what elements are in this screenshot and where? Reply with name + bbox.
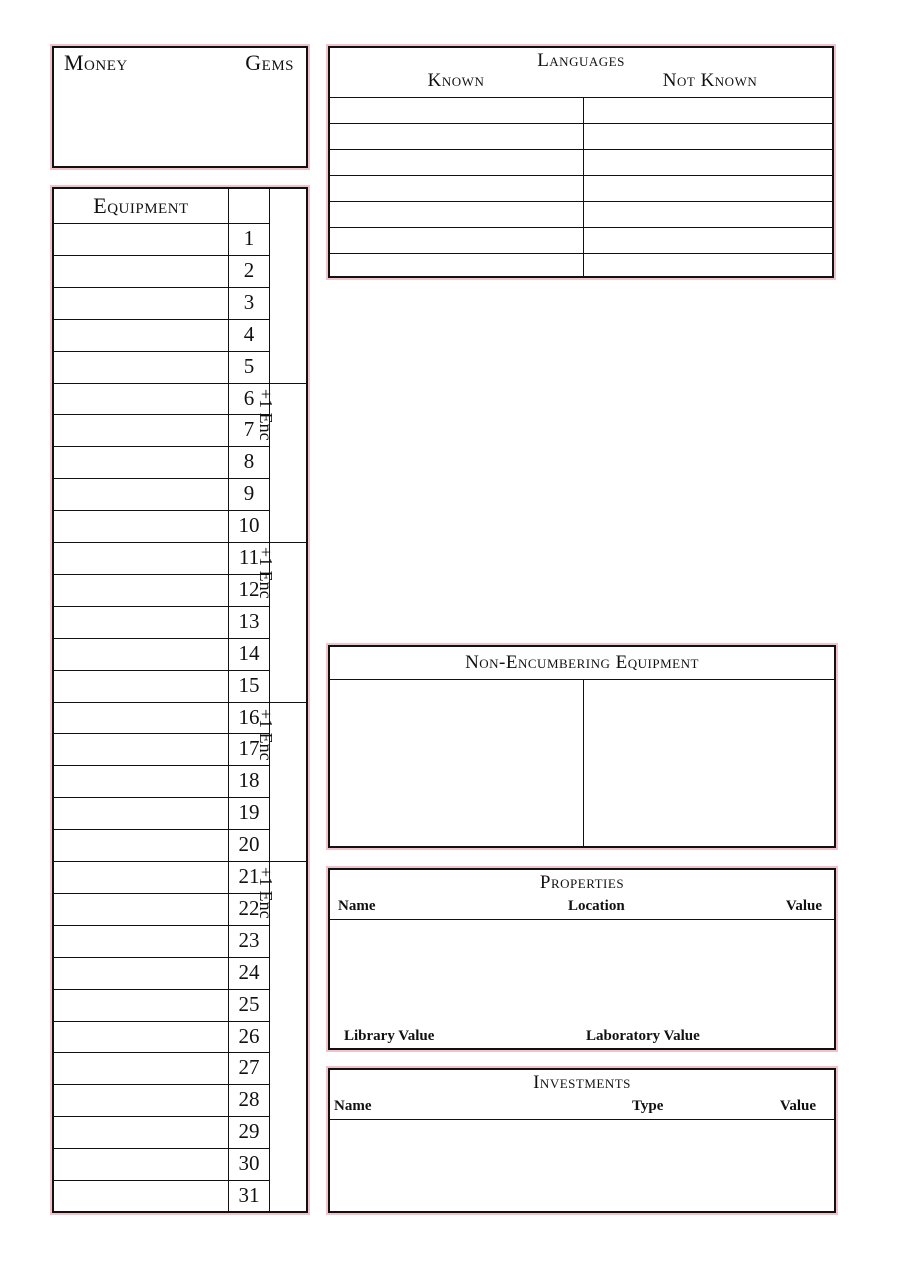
equipment-row-number: 3 (243, 289, 255, 314)
equipment-row-number: 26 (238, 1023, 260, 1048)
equipment-row-line (54, 478, 269, 479)
investments-name-label: Name (334, 1098, 372, 1114)
languages-column-divider (583, 97, 584, 276)
properties-location-label: Location (568, 898, 625, 914)
equipment-row-line (54, 1021, 269, 1022)
equipment-row-number: 4 (243, 321, 255, 346)
investments-title: Investments (533, 1072, 631, 1093)
equipment-row-line (54, 797, 269, 798)
equipment-row-line (54, 1180, 269, 1181)
investments-type-label: Type (632, 1098, 664, 1114)
equipment-row-line (54, 638, 269, 639)
equipment-row-line (54, 1148, 269, 1149)
equipment-row-line (54, 574, 269, 575)
language-row-line (330, 149, 832, 150)
enc-group-separator (269, 383, 306, 384)
equipment-row-line (54, 446, 269, 447)
equipment-row-number: 17 (238, 736, 260, 761)
language-row-line (330, 175, 832, 176)
equipment-row-number: 9 (243, 481, 255, 506)
equipment-row-line (54, 957, 269, 958)
equipment-box (52, 187, 308, 1213)
equipment-row-line (54, 765, 269, 766)
enc-group-separator (269, 861, 306, 862)
equipment-row-line (54, 733, 269, 734)
equipment-row-number: 8 (243, 449, 255, 474)
money-label: Money (64, 50, 128, 75)
equipment-row-number: 1 (243, 226, 255, 250)
equipment-row-line (54, 319, 269, 320)
laboratory-value-label: Laboratory Value (586, 1028, 700, 1044)
equipment-row-line (54, 1052, 269, 1053)
equipment-row-number: 5 (243, 353, 255, 378)
equipment-row-number: 16 (238, 704, 260, 729)
equipment-row-number: 12 (238, 576, 260, 601)
non-encumbering-column-divider (583, 679, 584, 846)
money-gems-box (52, 46, 308, 168)
equipment-row-line (54, 925, 269, 926)
equipment-row-line (54, 702, 269, 703)
equipment-row-line (54, 989, 269, 990)
enc-label-1: +1 Enc (256, 389, 276, 441)
language-row-line (330, 227, 832, 228)
languages-title: Languages (537, 50, 625, 71)
equipment-row-number: 19 (238, 800, 260, 825)
equipment-row-number: 21 (238, 864, 260, 888)
properties-value-label: Value (785, 898, 822, 914)
properties-header-line (330, 919, 834, 920)
equipment-row-number: 30 (238, 1151, 260, 1176)
language-row-line (330, 97, 832, 98)
language-row-line (330, 123, 832, 124)
equipment-row-line (54, 829, 269, 830)
equipment-row-line (54, 383, 269, 384)
enc-label-4: +1 Enc (256, 867, 276, 919)
equipment-row-line (54, 893, 269, 894)
equipment-row-number: 15 (238, 672, 260, 697)
enc-label-2: +1 Enc (256, 547, 276, 599)
equipment-row-number: 18 (238, 768, 260, 793)
equipment-row-number: 7 (243, 417, 255, 442)
investments-value-label: Value (779, 1098, 816, 1114)
equipment-row-line (54, 510, 269, 511)
investments-box (328, 1068, 836, 1213)
equipment-number-divider (269, 189, 270, 1211)
equipment-row-number: 10 (238, 513, 260, 538)
properties-box (328, 868, 836, 1050)
equipment-title: Equipment (93, 193, 189, 218)
enc-group-separator (269, 702, 306, 703)
known-label: Known (427, 70, 485, 91)
equipment-row-line (54, 414, 269, 415)
languages-box (328, 46, 834, 278)
equipment-row-line (54, 606, 269, 607)
equipment-row-number: 13 (238, 608, 260, 633)
equipment-row-line (54, 670, 269, 671)
enc-group-separator (269, 542, 306, 543)
equipment-row-number: 25 (238, 991, 260, 1016)
equipment-row-number: 28 (238, 1087, 260, 1112)
equipment-row-number: 20 (238, 832, 260, 857)
language-row-line (330, 253, 832, 254)
non-encumbering-header-line (330, 679, 834, 680)
equipment-row-number: 31 (238, 1183, 260, 1207)
equipment-row-number: 14 (238, 640, 260, 665)
equipment-row-line (54, 287, 269, 288)
equipment-row-line (54, 351, 269, 352)
equipment-row-number: 29 (238, 1119, 260, 1144)
equipment-row-number: 6 (243, 385, 255, 410)
enc-label-3: +1 Enc (256, 709, 276, 761)
not-known-label: Not Known (662, 70, 758, 91)
equipment-row-number: 24 (238, 959, 260, 984)
gems-label: Gems (245, 50, 294, 75)
properties-title: Properties (539, 872, 625, 893)
equipment-row-line (54, 255, 269, 256)
non-encumbering-title: Non-Encumbering Equipment (465, 652, 699, 673)
equipment-row-number: 23 (238, 927, 260, 952)
equipment-row-number: 22 (238, 895, 260, 920)
investments-header-line (330, 1119, 834, 1120)
equipment-row-line (54, 1084, 269, 1085)
library-value-label: Library Value (344, 1028, 435, 1044)
equipment-row-number: 27 (238, 1055, 260, 1080)
equipment-row-line (54, 1116, 269, 1117)
equipment-header-line (54, 223, 269, 224)
language-row-line (330, 201, 832, 202)
equipment-row-line (54, 542, 269, 543)
properties-name-label: Name (338, 898, 376, 914)
non-encumbering-box (328, 645, 836, 848)
equipment-row-number: 11 (238, 545, 260, 569)
equipment-row-line (54, 861, 269, 862)
equipment-row-number: 2 (243, 257, 255, 282)
